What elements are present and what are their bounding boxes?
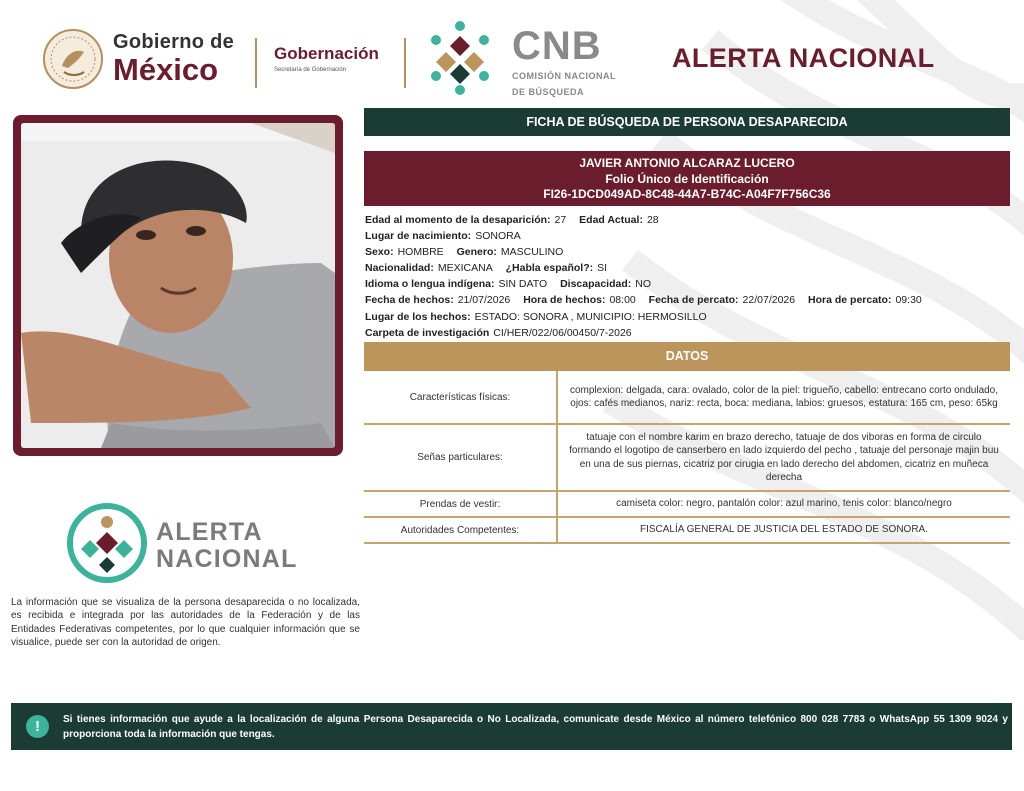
alerta-logo-line1: ALERTA <box>156 518 263 546</box>
person-name: JAVIER ANTONIO ALCARAZ LUCERO <box>579 156 795 170</box>
mexico-seal-icon <box>42 28 104 90</box>
edad-actual-label: Edad Actual: <box>579 214 643 226</box>
lugar-hechos-label: Lugar de los hechos: <box>365 310 471 323</box>
sexo-value: HOMBRE <box>397 246 444 259</box>
alerta-nacional-logo-icon <box>66 502 148 584</box>
gobernacion-sub-label: Secretaría de Gobernación <box>274 67 347 73</box>
footer-message: Si tienes información que ayude a la localización de alguna Persona Desaparecida o No Localizada, comunicate desde México al número telefónico 800 028 7783 o WhatsApp 55 1309 9024 y proporciona toda la información que tengas. <box>63 714 1008 740</box>
edad-actual-value: 28 <box>646 214 659 226</box>
hora-hechos-label: Hora de hechos: <box>523 294 606 307</box>
alerta-nacional-title: ALERTA NACIONAL <box>672 43 935 73</box>
sexo-label: Sexo: <box>365 246 394 259</box>
datos-header: DATOS <box>364 342 1010 371</box>
cnb-logo-icon <box>420 18 500 98</box>
table-row <box>364 425 1010 492</box>
prendas-value: camiseta color: negro, pantalón color: azul marino, tenis color: blanco/negro <box>616 498 952 510</box>
autoridades-value: FISCALÍA GENERAL DE JUSTICIA DEL ESTADO DE SONORA. <box>639 524 929 536</box>
fecha-hechos-value: 21/07/2026 <box>457 294 511 307</box>
caracteristicas-label: Características físicas: <box>364 371 558 423</box>
gobernacion-label: Gobernación <box>274 44 379 63</box>
edad-desaparicion-label: Edad al momento de la desaparición: <box>365 214 551 226</box>
exclamation-icon: ! <box>26 715 49 738</box>
footer-bar <box>11 703 1012 750</box>
info-row <box>365 292 1015 308</box>
folio-label: Folio Único de Identificación <box>605 171 769 186</box>
header-divider <box>255 38 257 88</box>
idioma-value: SIN DATO <box>498 278 548 291</box>
prendas-label: Prendas de vestir: <box>364 492 558 516</box>
ficha-title-bar: FICHA DE BÚSQUEDA DE PERSONA DESAPARECIDA <box>364 108 1010 136</box>
lugar-nacimiento-label: Lugar de nacimiento: <box>365 230 472 243</box>
header-divider <box>404 38 406 88</box>
genero-value: MASCULINO <box>500 246 564 259</box>
carpeta-value: CI/HER/022/06/00450/7-2026 <box>493 326 632 339</box>
info-row <box>365 309 1015 325</box>
discapacidad-label: Discapacidad: <box>560 278 632 291</box>
carpeta-label: Carpeta de investigación <box>365 326 490 339</box>
header <box>0 0 1024 100</box>
caracteristicas-value: complexion: delgada, cara: ovalado, color de la piel: trigueño, cabello: entrecano corto ondulado, ojos: cafés medianos, nariz: recta, boca: mediana, labios: gruesos, estatura: 165 cm, peso: 65kg <box>569 384 999 409</box>
hora-hechos-value: 08:00 <box>609 294 636 307</box>
disclaimer-text: La información que se visualiza de la persona desaparecida o no localizada, es recibida e integrada por las autoridades de la Federación y de las Entidades Federativas competentes, por lo que cualquier información que se visualice, puede ser con la autoridad de origen. <box>11 597 360 648</box>
info-row <box>365 276 1015 292</box>
cnb-label: CNB <box>512 24 602 68</box>
table-row <box>364 518 1010 544</box>
autoridades-label: Autoridades Competentes: <box>364 518 558 542</box>
senas-label: Señas particulares: <box>364 425 558 490</box>
table-row <box>364 371 1010 425</box>
alerta-logo-line2: NACIONAL <box>156 545 298 573</box>
fecha-percato-value: 22/07/2026 <box>742 294 796 307</box>
cnb-sub-label-1: COMISIÓN NACIONAL <box>512 71 616 81</box>
hora-percato-label: Hora de percato: <box>808 294 892 307</box>
datos-table <box>364 371 1010 544</box>
cnb-sub-label-2: DE BÚSQUEDA <box>512 87 585 97</box>
info-row <box>365 260 1015 276</box>
fecha-percato-label: Fecha de percato: <box>648 294 739 307</box>
person-info-list <box>365 212 1015 341</box>
nacionalidad-label: Nacionalidad: <box>365 262 434 275</box>
info-row <box>365 325 1015 341</box>
gobierno-de-label: Gobierno de <box>113 31 235 53</box>
missing-person-photo <box>21 123 335 448</box>
genero-label: Genero: <box>456 246 497 259</box>
cnb-text-logo <box>512 26 616 98</box>
info-row <box>365 212 1015 228</box>
table-row <box>364 492 1010 518</box>
alerta-nacional-logo-text <box>156 519 298 573</box>
lugar-hechos-value: ESTADO: SONORA , MUNICIPIO: HERMOSILLO <box>474 310 707 323</box>
info-row <box>365 228 1015 244</box>
folio-value: FI26-1DCD049AD-8C48-44A7-B74C-A04F7F756C36 <box>543 187 831 201</box>
edad-desaparicion-value: 27 <box>554 214 567 226</box>
senas-value: tatuaje con el nombre karim en brazo derecho, tatuaje de dos viboras en forma de circulo formando el logotipo de canserbero en lado izquierdo del pecho , tatuaje del personaje majin buu en una de sus piernas, cicatriz por cirugia en lado derecho del abdomen, cicatriz en muñeca derecha <box>569 432 999 483</box>
lugar-nacimiento-value: SONORA <box>475 230 521 243</box>
hora-percato-value: 09:30 <box>895 294 922 307</box>
fecha-hechos-label: Fecha de hechos: <box>365 294 454 307</box>
info-row <box>365 244 1015 260</box>
name-block <box>364 151 1010 206</box>
gobernacion-logo <box>274 44 379 73</box>
idioma-label: Idioma o lengua indígena: <box>365 278 495 291</box>
gobierno-de-mexico-logo <box>113 32 234 85</box>
nacionalidad-value: MEXICANA <box>437 262 493 275</box>
photo-frame <box>13 115 343 456</box>
habla-espanol-label: ¿Habla español?: <box>505 262 594 275</box>
mexico-label: México <box>113 52 219 87</box>
habla-espanol-value: SI <box>597 262 608 275</box>
discapacidad-value: NO <box>635 278 652 291</box>
